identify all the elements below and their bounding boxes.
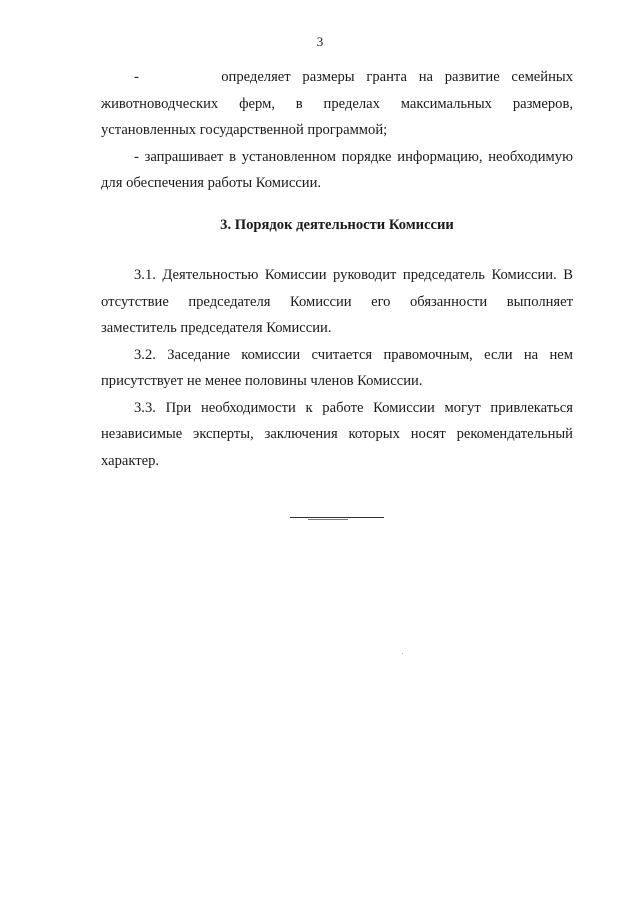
end-separator-underline [308,519,348,520]
list-item-request-info: - запрашивает в установленном порядке информацию, необходимую для обеспечения работы Комиссии. [101,148,573,191]
section-heading: 3. Порядок деятельности Комиссии [220,217,454,233]
paragraph-3-3: 3.3. При необходимости к работе Комиссии могут привлекаться независимые эксперты, заключения которых носят рекомендательный характер. [101,399,573,469]
end-separator-line [290,517,384,518]
section-body [101,262,573,474]
paragraph-3-2: 3.2. Заседание комиссии считается правомочным, если на нем присутствует не менее половины членов Комиссии. [101,346,573,389]
scan-speck [402,653,403,654]
page-number: 3 [316,34,324,49]
list-continuation [101,64,573,197]
paragraph-3-1: 3.1. Деятельностью Комиссии руководит председатель Комиссии. В отсутствие председателя Комиссии его обязанности выполняет заместитель председателя Комиссии. [101,267,573,336]
list-item-grant-size: - определяет размеры гранта на развитие семейных животноводческих ферм, в пределах максимальных размеров, установленных государственной программой; [101,69,573,138]
